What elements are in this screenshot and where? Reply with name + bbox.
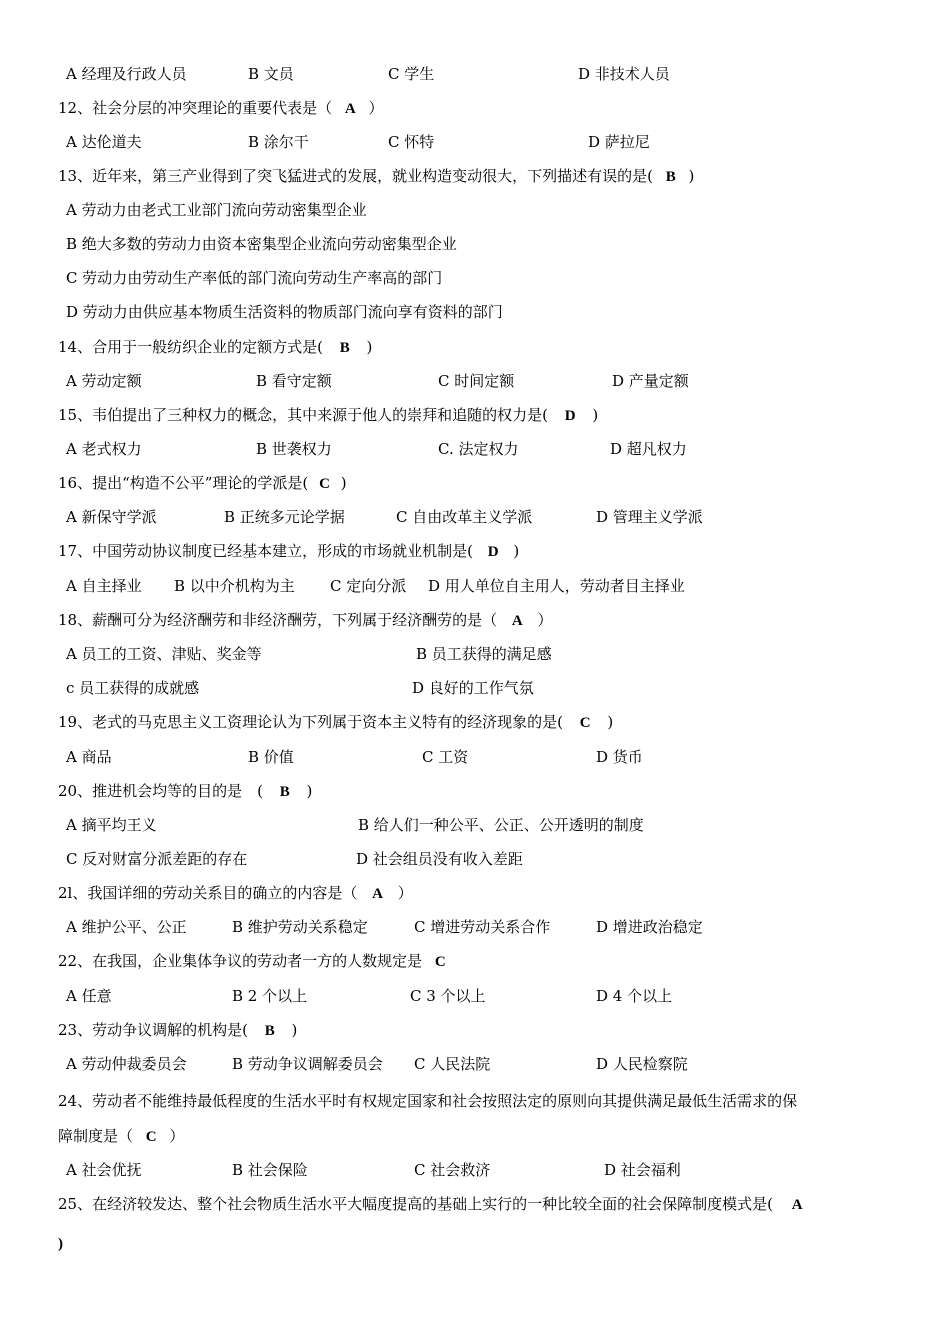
q22-option-c: C 3 个以上 [410,987,486,1005]
q23-option-a: A 劳动仲裁委员会 [66,1055,187,1073]
q13-answer: B [665,169,676,185]
q17-option-b: B 以中介机构为主 [174,577,295,595]
q15-option-c: C. 法定权力 [438,440,519,458]
q13-option-b: B 绝大多数的劳动力由资本密集型企业流向劳动密集型企业 [66,235,457,253]
q24-stem-cont: 障制度是（ C ） [58,1127,185,1145]
q14-option-c: C 时间定额 [438,372,515,390]
q20-option-d: D 社会组员没有收入差距 [356,850,523,868]
q15-stem: 15、韦伯提出了三种权力的概念，其中来源于他人的崇拜和追随的权力是( D ) [58,406,599,424]
q15-answer: D [564,408,576,424]
q12-option-a: A 达伦道夫 [66,133,142,151]
q25-close: ) [58,1236,63,1252]
q14-option-a: A 劳动定额 [66,372,142,390]
q22-stem: 22、在我国，企业集体争议的劳动者一方的人数规定是 C [58,952,446,970]
q23-answer: B [264,1023,275,1039]
q24-option-c: C 社会救济 [414,1161,491,1179]
q24-answer: C [145,1129,157,1145]
q17-option-a: A 自主择业 [66,577,142,595]
q23-option-d: D 人民检察院 [596,1055,688,1073]
q24-option-b: B 社会保险 [232,1161,308,1179]
q12-answer: A [344,101,356,117]
q21-stem: 2l、我国详细的劳动关系目的确立的内容是（ A ） [58,884,413,902]
q11-option-c: C 学生 [388,65,435,83]
q20-stem: 20、推进机会均等的目的是 ( B ) [58,782,313,800]
q20-answer: B [279,784,290,800]
q18-option-c: c 员工获得的成就感 [66,679,200,697]
q17-answer: D [487,544,499,560]
q25-stem: 25、在经济较发达、整个社会物质生活水平大幅度提高的基础上实行的一种比较全面的社会保障制度模式是( A [58,1195,803,1213]
q19-answer: C [579,715,591,731]
q21-option-a: A 维护公平、公正 [66,918,187,936]
q18-option-d: D 良好的工作气氛 [412,679,534,697]
q17-option-d: D 用人单位自主用人，劳动者目主择业 [428,577,685,595]
q12-option-d: D 萨拉尼 [588,133,650,151]
q24-stem: 24、劳动者不能维持最低程度的生活水平时有权规定国家和社会按照法定的原则向其提供满足最低生活需求的保 [58,1092,798,1110]
q14-option-d: D 产量定额 [612,372,689,390]
q18-answer: A [511,613,523,629]
q15-option-a: A 老式权力 [66,440,142,458]
q23-option-c: C 人民法院 [414,1055,491,1073]
q14-stem: 14、合用于一般纺织企业的定额方式是( B ) [58,338,373,356]
q19-option-d: D 货币 [596,748,643,766]
q16-stem: 16、提出“构造不公平”理论的学派是( C ) [58,474,347,492]
q23-stem: 23、劳动争议调解的机构是( B ) [58,1021,298,1039]
q17-stem: 17、中国劳动协议制度已经基本建立，形成的市场就业机制是( D ) [58,542,520,560]
q16-answer: C [319,476,330,492]
q13-option-a: A 劳动力由老式工业部门流向劳动密集型企业 [66,201,367,219]
q14-option-b: B 看守定额 [256,372,332,390]
q24-option-d: D 社会福利 [604,1161,681,1179]
q14-answer: B [339,340,350,356]
q21-option-b: B 维护劳动关系稳定 [232,918,368,936]
q13-option-c: C 劳动力由劳动生产率低的部门流向劳动生产率高的部门 [66,269,443,287]
q20-option-b: B 给人们一种公平、公正、公开透明的制度 [358,816,644,834]
q16-option-b: B 正统多元论学据 [224,508,345,526]
q17-option-c: C 定向分派 [330,577,407,595]
q16-option-a: A 新保守学派 [66,508,157,526]
q11-option-a: A 经理及行政人员 [66,65,187,83]
q11-option-b: B 文员 [248,65,294,83]
q25-answer: A [791,1197,803,1213]
q19-option-c: C 工资 [422,748,469,766]
q18-stem: 18、薪酬可分为经济酬劳和非经济酬劳，下列属于经济酬劳的是（ A ） [58,611,553,629]
q16-option-c: C 自由改革主义学派 [396,508,533,526]
q22-option-a: A 任意 [66,987,112,1005]
q20-option-c: C 反对财富分派差距的存在 [66,850,248,868]
q12-stem: 12、社会分层的冲突理论的重要代表是（ A ） [58,99,384,117]
q21-answer: A [372,886,383,902]
q21-option-d: D 增进政治稳定 [596,918,703,936]
q15-option-b: B 世袭权力 [256,440,332,458]
q19-option-b: B 价值 [248,748,294,766]
q20-option-a: A 摘平均王义 [66,816,157,834]
q16-option-d: D 管理主义学派 [596,508,703,526]
q13-option-d: D 劳动力由供应基本物质生活资料的物质部门流向享有资料的部门 [66,303,503,321]
q22-option-d: D 4 个以上 [596,987,673,1005]
q22-option-b: B 2 个以上 [232,987,308,1005]
q19-option-a: A 商品 [66,748,112,766]
q12-option-c: C 怀特 [388,133,435,151]
q11-option-d: D 非技术人员 [578,65,670,83]
q22-answer: C [434,954,446,970]
q21-option-c: C 增进劳动关系合作 [414,918,551,936]
q19-stem: 19、老式的马克思主义工资理论认为下列属于资本主义特有的经济现象的是( C ) [58,713,614,731]
q18-option-a: A 员工的工资、津贴、奖金等 [66,645,262,663]
q23-option-b: B 劳动争议调解委员会 [232,1055,383,1073]
q12-option-b: B 涂尔干 [248,133,309,151]
q15-option-d: D 超凡权力 [610,440,687,458]
q18-option-b: B 员工获得的满足感 [416,645,552,663]
q13-stem: 13、近年来，第三产业得到了突飞猛进式的发展，就业构造变动很大，下列描述有误的是( B ) [58,167,695,185]
q24-option-a: A 社会优抚 [66,1161,142,1179]
